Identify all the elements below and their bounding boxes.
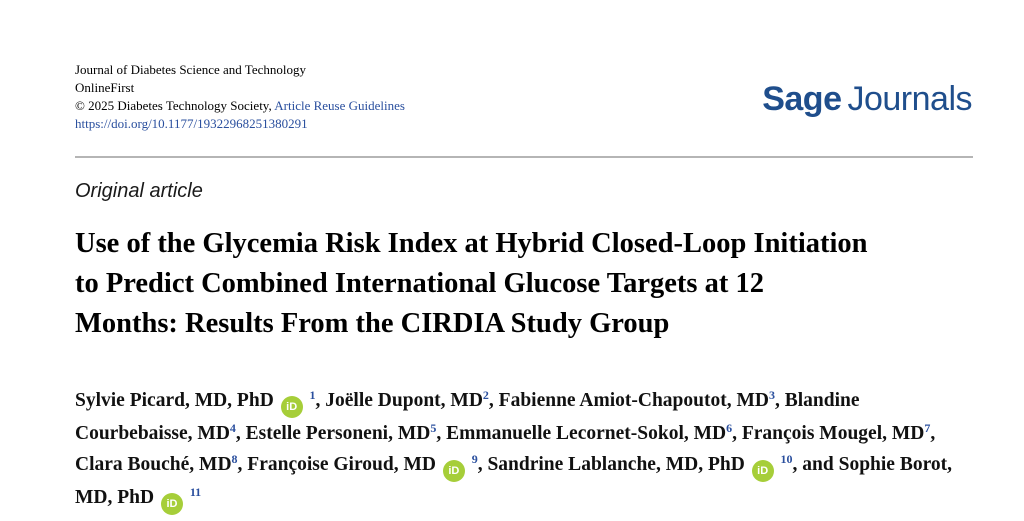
affiliation-link[interactable]: 4 xyxy=(229,421,236,435)
author-name: Estelle Personeni, MD xyxy=(245,423,431,444)
author-name: Joëlle Dupont, MD xyxy=(325,390,483,411)
affiliation-link[interactable]: 10 xyxy=(780,452,793,466)
author-name: Sophie Borot, MD, PhD xyxy=(75,454,953,508)
orcid-icon[interactable]: iD xyxy=(443,460,465,482)
author-name: Clara Bouché, MD xyxy=(75,454,232,475)
affiliation-link[interactable]: 11 xyxy=(189,485,202,499)
copyright-text: © 2025 Diabetes Technology Society, xyxy=(75,98,275,113)
logo-sage: Sage xyxy=(762,80,842,118)
affiliation-link[interactable]: 7 xyxy=(924,421,931,435)
affiliation-link[interactable]: 2 xyxy=(482,388,489,402)
orcid-icon[interactable]: iD xyxy=(752,460,774,482)
title-line: Use of the Glycemia Risk Index at Hybrid Closed-Loop Initiation xyxy=(75,228,868,259)
affiliation-link[interactable]: 6 xyxy=(726,421,733,435)
copyright-line xyxy=(75,97,405,115)
title-line: to Predict Combined International Glucose Targets at 12 xyxy=(75,268,764,299)
article-title xyxy=(75,224,985,344)
author-name: Sylvie Picard, MD, PhD xyxy=(75,390,274,411)
orcid-icon[interactable]: iD xyxy=(281,396,303,418)
sage-journals-logo[interactable] xyxy=(762,80,972,119)
affiliation-link[interactable]: 5 xyxy=(430,421,437,435)
affiliation-link[interactable]: 3 xyxy=(768,388,775,402)
affiliation-link[interactable]: 1 xyxy=(309,388,316,402)
author-name: François Mougel, MD xyxy=(741,423,925,444)
author-name: Sandrine Lablanche, MD, PhD xyxy=(487,454,745,475)
affiliation-link[interactable]: 9 xyxy=(471,452,478,466)
publication-meta xyxy=(75,61,405,133)
author-name: Emmanuelle Lecornet-Sokol, MD xyxy=(446,423,727,444)
reuse-guidelines-link[interactable]: Article Reuse Guidelines xyxy=(274,98,405,113)
orcid-icon[interactable]: iD xyxy=(161,493,183,515)
author-conjunction: and xyxy=(802,454,839,475)
logo-journals: Journals xyxy=(847,80,972,118)
doi-link[interactable]: https://doi.org/10.1177/19322968251380291 xyxy=(75,116,308,131)
author-list: Sylvie Picard, MD, PhD iD $^1$, Joëlle Dupont, $MD^2$, Fabienne Amiot-Chapoutot, $MD^3$, Blandine Courbebaisse, $MD^4$, Estelle Personeni, $MD^5$, Emmanuelle Lecornet-Sokol, $MD^6$, François Mougel, $MD^7$, Clara Bouché, $MD^8$, Françoise Giroud, MD iD $^9$, Sandrine Lablanche, MD, PhD iD $^{10}$, and Sophie Borot, MD, PhD iD $^{11}$ xyxy=(75,385,975,515)
header-divider xyxy=(75,156,973,158)
article-type: Original article xyxy=(75,180,203,202)
affiliation-link[interactable]: 8 xyxy=(231,452,238,466)
title-line: Months: Results From the CIRDIA Study Group xyxy=(75,308,670,339)
author-name: Fabienne Amiot-Chapoutot, MD xyxy=(498,390,769,411)
author-name: Blandine Courbebaisse, MD xyxy=(75,390,860,444)
journal-name: Journal of Diabetes Science and Technology xyxy=(75,62,306,77)
author-name: Françoise Giroud, MD xyxy=(247,454,436,475)
publication-status: OnlineFirst xyxy=(75,80,135,95)
